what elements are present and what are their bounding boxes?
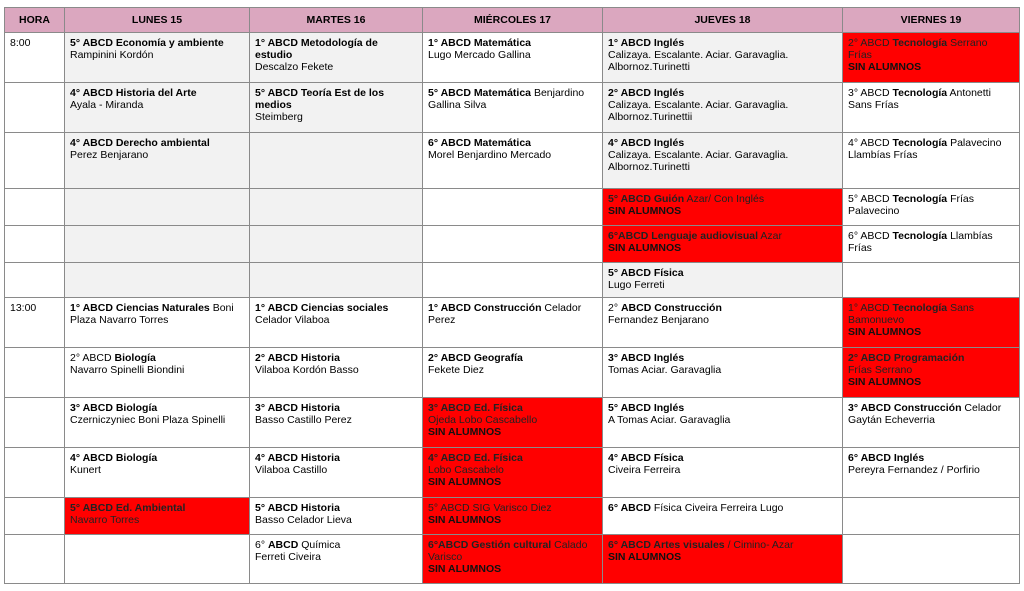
teachers: Kunert <box>70 464 101 476</box>
table-row <box>5 498 1020 535</box>
subject-title: Tecnología <box>892 37 948 49</box>
subject-title: 5° ABCD Guión <box>608 193 685 205</box>
teachers: Frías <box>848 49 872 61</box>
teachers: Lugo Ferreti <box>608 279 665 291</box>
hora-cell <box>5 133 65 189</box>
subject-extra: Azar/ Con Inglés <box>686 193 765 205</box>
subject-title: 4° ABCD Inglés <box>608 137 685 149</box>
sin-alumnos-label: SIN ALUMNOS <box>848 326 922 338</box>
subject-title: 6°ABCD Gestión cultural <box>428 539 552 551</box>
class-cell <box>250 133 423 189</box>
teachers: Lobo Cascabelo <box>428 464 504 476</box>
class-cell <box>603 133 843 189</box>
subject-extra: Llambías <box>950 230 993 242</box>
teachers: Llambías Frías <box>848 149 918 161</box>
teachers: Rampinini Kordón <box>70 49 154 61</box>
teachers: Ojeda Lobo Cascabello <box>428 414 538 426</box>
teachers: Fernandez Benjarano <box>608 314 709 326</box>
class-cell <box>65 189 250 226</box>
teachers: Plaza Navarro Torres <box>70 314 169 326</box>
subject-title: ABCD <box>267 539 299 551</box>
class-cell <box>603 535 843 584</box>
grade-prefix: 6° ABCD <box>848 230 890 242</box>
teachers: Vilaboa Castillo <box>255 464 328 476</box>
teachers: Calizaya. Escalante. Aciar. Garavaglia. Albornoz.Turinettii <box>608 99 789 123</box>
hora-cell <box>5 448 65 498</box>
grade-prefix: 3° ABCD <box>848 87 890 99</box>
teachers: Frías <box>848 242 872 254</box>
class-cell <box>603 33 843 83</box>
subject-title: 2° ABCD Programación <box>848 352 965 364</box>
subject-title: 6° ABCD Inglés <box>848 452 925 464</box>
class-cell <box>843 263 1020 298</box>
sin-alumnos-label: SIN ALUMNOS <box>608 551 682 563</box>
subject-extra: Física Civeira Ferreira Lugo <box>653 502 784 514</box>
subject-title: 5° ABCD Matemática <box>428 87 532 99</box>
hora-cell <box>5 398 65 448</box>
subject-title: 3° ABCD Ed. Física <box>428 402 523 414</box>
class-cell <box>843 535 1020 584</box>
class-cell <box>423 226 603 263</box>
header-miercoles: MIÉRCOLES 17 <box>423 8 603 33</box>
class-cell <box>250 33 423 83</box>
table-row <box>5 189 1020 226</box>
sin-alumnos-label: SIN ALUMNOS <box>428 563 502 575</box>
subject-title: Biología <box>114 352 156 364</box>
grade-prefix: 4° ABCD <box>848 137 890 149</box>
hora-cell: 8:00 <box>5 33 65 83</box>
class-cell <box>843 348 1020 398</box>
class-cell <box>423 83 603 133</box>
class-cell <box>603 83 843 133</box>
subject-title: 1° ABCD Inglés <box>608 37 685 49</box>
teachers: Calizaya. Escalante. Aciar. Garavaglia. Albornoz.Turinetti <box>608 149 789 173</box>
subject-title: 5° ABCD Teoría Est de los medios <box>255 87 385 111</box>
class-cell <box>603 348 843 398</box>
class-cell <box>65 133 250 189</box>
schedule-table <box>4 7 1020 584</box>
class-cell <box>250 398 423 448</box>
hora-cell <box>5 83 65 133</box>
class-cell <box>250 226 423 263</box>
header-martes: MARTES 16 <box>250 8 423 33</box>
schedule-body <box>5 33 1020 584</box>
class-cell <box>65 298 250 348</box>
sin-alumnos-label: SIN ALUMNOS <box>848 61 922 73</box>
table-row <box>5 448 1020 498</box>
subject-title: 6° ABCD <box>608 502 651 514</box>
subject-extra: Frías <box>950 193 974 205</box>
class-cell <box>423 348 603 398</box>
subject-title: 1° ABCD Ciencias Naturales <box>70 302 210 314</box>
table-row <box>5 83 1020 133</box>
table-row <box>5 263 1020 298</box>
teachers: Navarro Spinelli Biondini <box>70 364 185 376</box>
sin-alumnos-label: SIN ALUMNOS <box>608 242 682 254</box>
grade-prefix: 2° ABCD <box>70 352 112 364</box>
teachers: Civeira Ferreira <box>608 464 681 476</box>
header-row <box>5 8 1020 33</box>
table-row <box>5 348 1020 398</box>
subject-title: 1° ABCD Metodología de estudio <box>255 37 378 61</box>
subject-title: 5° ABCD Ed. Ambiental <box>70 502 186 514</box>
hora-cell <box>5 498 65 535</box>
sin-alumnos-label: SIN ALUMNOS <box>848 376 922 388</box>
teachers: Czerniczyniec Boni Plaza Spinelli <box>70 414 226 426</box>
grade-prefix: 1° ABCD <box>848 302 890 314</box>
teachers: Vilaboa Kordón Basso <box>255 364 359 376</box>
subject-extra: Boni <box>212 302 234 314</box>
hora-cell <box>5 226 65 263</box>
class-cell <box>65 498 250 535</box>
grade-prefix: 2° ABCD <box>848 37 890 49</box>
teachers: Pereyra Fernandez / Porfirio <box>848 464 980 476</box>
subject-title: 4° ABCD Física <box>608 452 684 464</box>
teachers: Calizaya. Escalante. Aciar. Garavaglia. Albornoz.Turinetti <box>608 49 789 73</box>
class-cell <box>65 348 250 398</box>
class-cell <box>423 263 603 298</box>
subject-title: 4° ABCD Historia del Arte <box>70 87 197 99</box>
class-cell <box>423 298 603 348</box>
class-cell <box>843 133 1020 189</box>
subject-extra: Celador <box>964 402 1002 414</box>
class-cell <box>603 263 843 298</box>
header-viernes: VIERNES 19 <box>843 8 1020 33</box>
class-cell <box>65 33 250 83</box>
grade-prefix: 6° <box>255 539 266 551</box>
subject-title: 3° ABCD Inglés <box>608 352 685 364</box>
subject-extra: Sans <box>950 302 974 314</box>
table-row <box>5 298 1020 348</box>
subject-extra: SIG Varisco Diez <box>472 502 552 514</box>
class-cell <box>423 33 603 83</box>
teachers: Palavecino <box>848 205 900 217</box>
subject-extra: Celador <box>544 302 582 314</box>
subject-extra: / Cimino- Azar <box>727 539 794 551</box>
subject-title: 4° ABCD Ed. Física <box>428 452 523 464</box>
teachers: Lugo Mercado Gallina <box>428 49 531 61</box>
sin-alumnos-label: SIN ALUMNOS <box>608 205 682 217</box>
class-cell <box>603 189 843 226</box>
class-cell <box>65 263 250 298</box>
subject-title: 2° ABCD Historia <box>255 352 340 364</box>
teachers: Basso Castillo Perez <box>255 414 352 426</box>
header-hora: HORA <box>5 8 65 33</box>
subject-title: 4° ABCD Historia <box>255 452 340 464</box>
class-cell <box>603 298 843 348</box>
sin-alumnos-label: SIN ALUMNOS <box>428 514 502 526</box>
class-cell <box>250 448 423 498</box>
subject-title: 2° ABCD Geografía <box>428 352 523 364</box>
subject-title: 1° ABCD Ciencias sociales <box>255 302 389 314</box>
class-cell <box>603 226 843 263</box>
subject-title: Tecnología <box>892 193 948 205</box>
table-row <box>5 33 1020 83</box>
table-row <box>5 226 1020 263</box>
subject-extra: Calado <box>554 539 588 551</box>
class-cell <box>423 133 603 189</box>
teachers: Bamonuevo <box>848 314 905 326</box>
subject-title: 3° ABCD Construcción <box>848 402 962 414</box>
subject-title: 5° ABCD Historia <box>255 502 340 514</box>
subject-extra: Benjardino <box>533 87 585 99</box>
subject-extra: Química <box>301 539 341 551</box>
sin-alumnos-label: SIN ALUMNOS <box>428 426 502 438</box>
class-cell <box>603 498 843 535</box>
sin-alumnos-label: SIN ALUMNOS <box>428 476 502 488</box>
class-cell <box>250 263 423 298</box>
hora-cell <box>5 263 65 298</box>
class-cell <box>843 189 1020 226</box>
class-cell <box>843 448 1020 498</box>
grade-prefix: 2° <box>608 302 619 314</box>
teachers: Basso Celador Lieva <box>255 514 352 526</box>
subject-extra: Azar <box>760 230 782 242</box>
class-cell <box>65 535 250 584</box>
teachers: Perez <box>428 314 456 326</box>
teachers: Tomas Aciar. Garavaglia <box>608 364 722 376</box>
class-cell <box>65 448 250 498</box>
subject-title: Tecnología <box>892 87 948 99</box>
class-cell <box>843 33 1020 83</box>
grade-prefix: 5° ABCD <box>428 502 470 514</box>
teachers: Gaytán Echeverria <box>848 414 935 426</box>
class-cell <box>250 498 423 535</box>
class-cell <box>843 498 1020 535</box>
hora-cell <box>5 348 65 398</box>
subject-title: 1° ABCD Matemática <box>428 37 532 49</box>
subject-extra: Antonetti <box>949 87 991 99</box>
class-cell <box>843 83 1020 133</box>
teachers: Gallina Silva <box>428 99 487 111</box>
teachers: Fekete Diez <box>428 364 485 376</box>
class-cell <box>65 398 250 448</box>
teachers: Frías Serrano <box>848 364 913 376</box>
subject-title: ABCD Construcción <box>620 302 722 314</box>
class-cell <box>65 83 250 133</box>
subject-title: Tecnología <box>892 302 948 314</box>
table-row <box>5 398 1020 448</box>
class-cell <box>603 448 843 498</box>
class-cell <box>423 398 603 448</box>
teachers: Celador Vilaboa <box>255 314 330 326</box>
table-row <box>5 535 1020 584</box>
hora-cell <box>5 189 65 226</box>
subject-title: 5° ABCD Inglés <box>608 402 685 414</box>
subject-extra: Serrano <box>950 37 988 49</box>
class-cell <box>423 498 603 535</box>
subject-title: 4° ABCD Derecho ambiental <box>70 137 210 149</box>
teachers: Descalzo Fekete <box>255 61 334 73</box>
teachers: Navarro Torres <box>70 514 140 526</box>
table-row <box>5 133 1020 189</box>
class-cell <box>250 83 423 133</box>
subject-title: 4° ABCD Biología <box>70 452 158 464</box>
subject-title: 1° ABCD Construcción <box>428 302 542 314</box>
class-cell <box>423 535 603 584</box>
header-jueves: JUEVES 18 <box>603 8 843 33</box>
subject-title: Tecnología <box>892 230 948 242</box>
hora-cell <box>5 535 65 584</box>
teachers: Varisco <box>428 551 463 563</box>
subject-title: Tecnología <box>892 137 948 149</box>
class-cell <box>250 189 423 226</box>
header-lunes: LUNES 15 <box>65 8 250 33</box>
subject-title: 3° ABCD Biología <box>70 402 158 414</box>
class-cell <box>603 398 843 448</box>
teachers: Steimberg <box>255 111 303 123</box>
teachers: A Tomas Aciar. Garavaglia <box>608 414 731 426</box>
class-cell <box>250 298 423 348</box>
teachers: Morel Benjardino Mercado <box>428 149 552 161</box>
class-cell <box>423 448 603 498</box>
hora-cell: 13:00 <box>5 298 65 348</box>
teachers: Sans Frías <box>848 99 899 111</box>
subject-extra: Palavecino <box>950 137 1002 149</box>
subject-title: 6° ABCD Matemática <box>428 137 532 149</box>
subject-title: 6°ABCD Lenguaje audiovisual <box>608 230 759 242</box>
subject-title: 2° ABCD Inglés <box>608 87 685 99</box>
class-cell <box>843 226 1020 263</box>
teachers: Perez Benjarano <box>70 149 149 161</box>
class-cell <box>250 348 423 398</box>
class-cell <box>843 398 1020 448</box>
class-cell <box>250 535 423 584</box>
teachers: Ferreti Civeira <box>255 551 321 563</box>
subject-title: 5° ABCD Física <box>608 267 684 279</box>
grade-prefix: 5° ABCD <box>848 193 890 205</box>
class-cell <box>423 189 603 226</box>
subject-title: 5° ABCD Economía y ambiente <box>70 37 224 49</box>
subject-title: 6° ABCD Artes visuales <box>608 539 725 551</box>
class-cell <box>65 226 250 263</box>
teachers: Ayala - Miranda <box>70 99 144 111</box>
class-cell <box>843 298 1020 348</box>
subject-title: 3° ABCD Historia <box>255 402 340 414</box>
